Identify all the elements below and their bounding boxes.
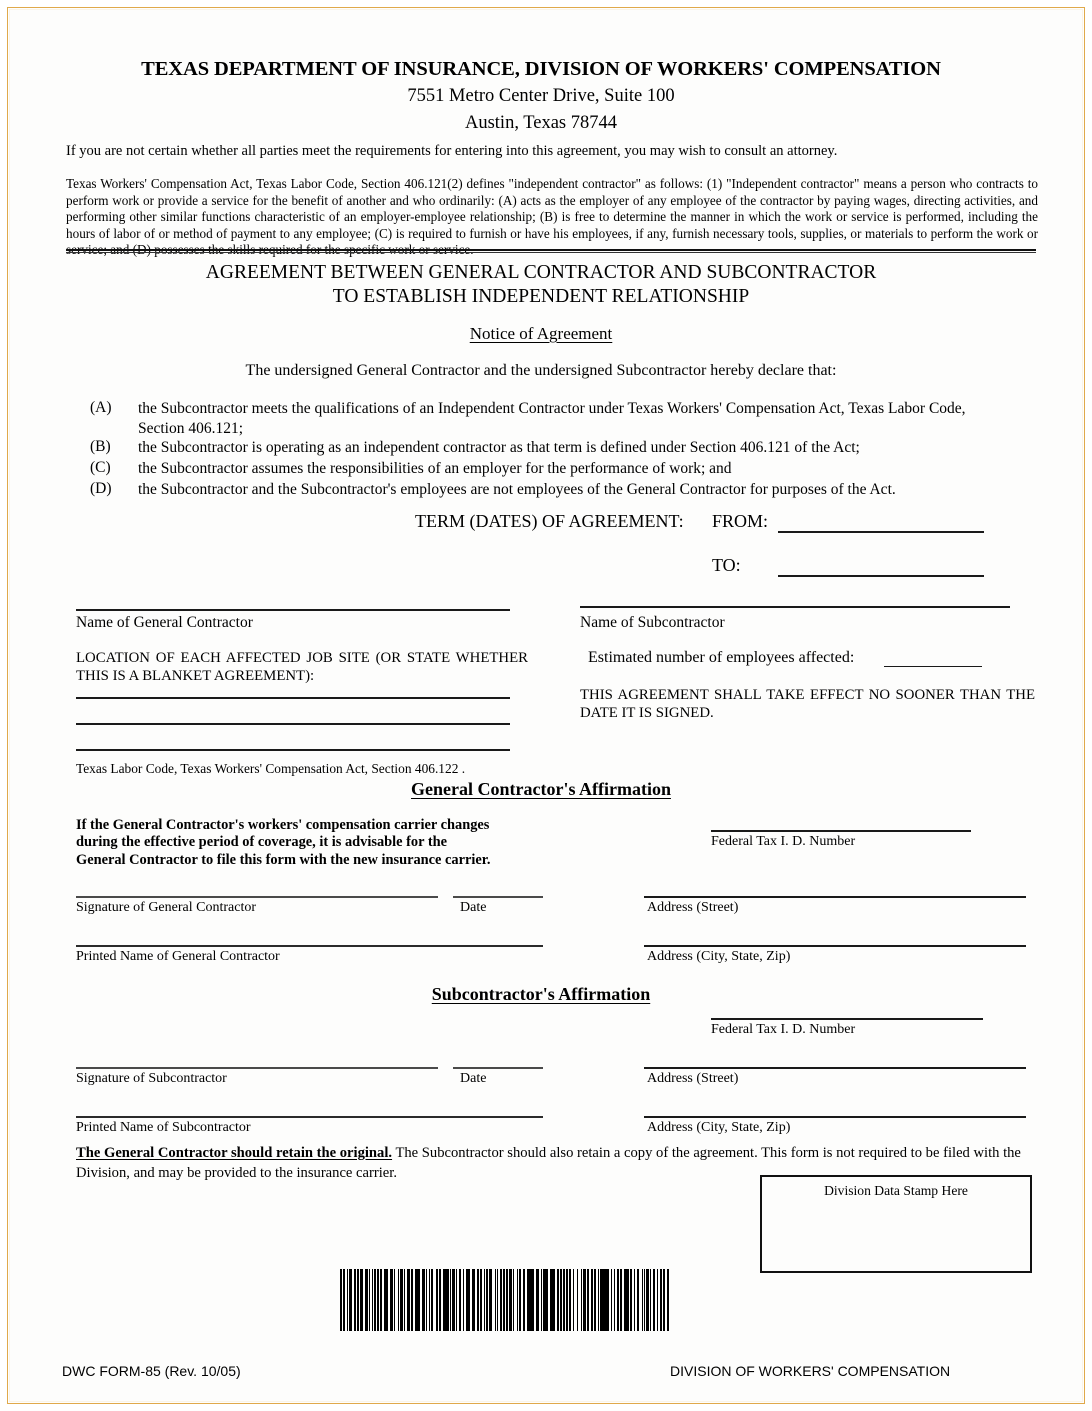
gc-date-rule	[453, 896, 543, 898]
subcontractor-affirmation-heading: Subcontractor's Affirmation	[431, 984, 651, 1004]
sub-address-street-rule	[644, 1067, 1026, 1069]
sub-date-label: Date	[460, 1071, 487, 1086]
labor-code-citation: Texas Labor Code, Texas Workers' Compensation Act, Section 406.122 .	[76, 761, 466, 776]
gc-signature-rule	[76, 896, 438, 898]
division-data-stamp-label: Division Data Stamp Here	[824, 1183, 968, 1198]
general-contractor-affirmation-heading: General Contractor's Affirmation	[411, 779, 671, 799]
independent-contractor-definition: Texas Workers' Compensation Act, Texas Labor Code, Section 406.121(2) defines "independent contractor" as follows: (1) "Independent contractor" means a person who contracts to perform work or provide a service for the benefit of another and who ordinarily: (A) acts as the employer of any employee of the contractor by paying wages, directing activities, and performing other similar functions characteristic of an employer-employee relationship; (B) is free to determine the manner in which the work or service is performed, including the hours of labor of or method of payment to any employee; (C) is required to furnish or have his employees, if any, furnish necessary tools, supplies, or materials to perform the work or service; and (D) possesses the skills required for the specific work or service.	[66, 176, 1038, 258]
gc-date-label: Date	[460, 900, 487, 915]
gc-address-city-rule	[644, 945, 1026, 947]
form-sheet	[10, 10, 1082, 1401]
location-line-2-rule	[76, 723, 510, 725]
sub-signature-rule	[76, 1067, 438, 1069]
declaration-intro: The undersigned General Contractor and the undersigned Subcontractor hereby declare that:	[245, 362, 837, 379]
notice-of-agreement-heading: Notice of Agreement	[469, 324, 613, 343]
term-of-agreement-label: TERM (DATES) OF AGREEMENT:	[415, 511, 684, 531]
sub-address-street-label: Address (Street)	[647, 1071, 739, 1086]
gc-advisory-line-2: during the effective period of coverage, it is advisable for the	[76, 834, 448, 850]
sub-address-city-label: Address (City, State, Zip)	[647, 1120, 791, 1135]
sub-address-city-rule	[644, 1116, 1026, 1118]
sub-date-rule	[453, 1067, 543, 1069]
location-line-3-rule	[76, 749, 510, 751]
item-c-letter: (C)	[90, 459, 111, 476]
location-line-1-rule	[76, 697, 510, 699]
item-d-text: the Subcontractor and the Subcontractor's employees are not employees of the General Contractor for purposes of the Act.	[138, 481, 896, 498]
footer-division: DIVISION OF WORKERS' COMPENSATION	[670, 1363, 951, 1379]
gc-printed-name-label: Printed Name of General Contractor	[76, 949, 280, 964]
subcontractor-name-label: Name of Subcontractor	[580, 614, 725, 631]
gc-address-street-rule	[644, 896, 1026, 898]
gc-signature-label: Signature of General Contractor	[76, 900, 256, 915]
item-a-text: the Subcontractor meets the qualifications of an Independent Contractor under Texas Workers' Compensation Act, Texas Labor Code, Section 406.121;	[138, 400, 966, 437]
general-contractor-name-rule	[76, 609, 510, 611]
estimated-employees-field[interactable]	[884, 649, 982, 672]
gc-advisory-line-1: If the General Contractor's workers' compensation carrier changes	[76, 817, 490, 833]
gc-federal-tax-id-label: Federal Tax I. D. Number	[711, 834, 856, 849]
agreement-title-line1: AGREEMENT BETWEEN GENERAL CONTRACTOR AND SUBCONTRACTOR	[205, 262, 877, 283]
sub-federal-tax-id-rule	[711, 1018, 983, 1020]
gc-printed-name-rule	[76, 945, 543, 947]
term-from-label: FROM:	[712, 511, 769, 531]
agency-address: 7551 Metro Center Drive, Suite 100	[407, 86, 675, 106]
sub-printed-name-label: Printed Name of Subcontractor	[76, 1120, 251, 1135]
general-contractor-name-label: Name of General Contractor	[76, 614, 253, 631]
agency-city-state-zip: Austin, Texas 78744	[464, 113, 617, 133]
term-to-label: TO:	[712, 555, 741, 575]
estimated-employees-label: Estimated number of employees affected:	[588, 649, 855, 666]
sub-printed-name-rule	[76, 1116, 543, 1118]
agreement-title-line2: TO ESTABLISH INDEPENDENT RELATIONSHIP	[332, 286, 750, 307]
effect-notice: THIS AGREEMENT SHALL TAKE EFFECT NO SOONER THAN THE DATE IT IS SIGNED.	[580, 687, 1035, 721]
term-from-rule	[778, 531, 984, 533]
subcontractor-name-rule	[580, 606, 1010, 608]
form-barcode	[340, 1269, 670, 1331]
gc-address-street-label: Address (Street)	[647, 900, 739, 915]
gc-advisory-line-3: General Contractor to file this form with the new insurance carrier.	[76, 852, 491, 868]
division-data-stamp-box	[760, 1175, 1032, 1273]
item-d-letter: (D)	[90, 480, 112, 497]
retention-notice-rest: The Subcontractor should also retain a copy of the agreement. This form is not required to be filed with the Division, and may be provided to the insurance carrier.	[76, 1145, 1021, 1181]
sub-signature-label: Signature of Subcontractor	[76, 1071, 227, 1086]
gc-address-city-label: Address (City, State, Zip)	[647, 949, 791, 964]
term-to-rule	[778, 575, 984, 577]
item-b-letter: (B)	[90, 438, 111, 455]
attorney-note: If you are not certain whether all parties meet the requirements for entering into this agreement, you may wish to consult an attorney.	[66, 143, 838, 159]
estimated-employees-value[interactable]	[884, 649, 982, 667]
agency-title: TEXAS DEPARTMENT OF INSURANCE, DIVISION OF WORKERS' COMPENSATION	[141, 58, 941, 80]
retention-notice-bold: The General Contractor should retain the original.	[76, 1145, 393, 1161]
sub-federal-tax-id-label: Federal Tax I. D. Number	[711, 1022, 856, 1037]
item-a-letter: (A)	[90, 399, 112, 416]
job-site-location-prompt: LOCATION OF EACH AFFECTED JOB SITE (OR STATE WHETHER THIS IS A BLANKET AGREEMENT):	[76, 650, 528, 684]
gc-federal-tax-id-rule	[711, 830, 971, 832]
item-c-text: the Subcontractor assumes the responsibilities of an employer for the performance of work; and	[138, 460, 732, 477]
footer-form-number: DWC FORM-85 (Rev. 10/05)	[62, 1363, 241, 1379]
item-b-text: the Subcontractor is operating as an independent contractor as that term is defined under Section 406.121 of the Act;	[138, 439, 860, 456]
header-divider-rule	[66, 249, 1036, 253]
